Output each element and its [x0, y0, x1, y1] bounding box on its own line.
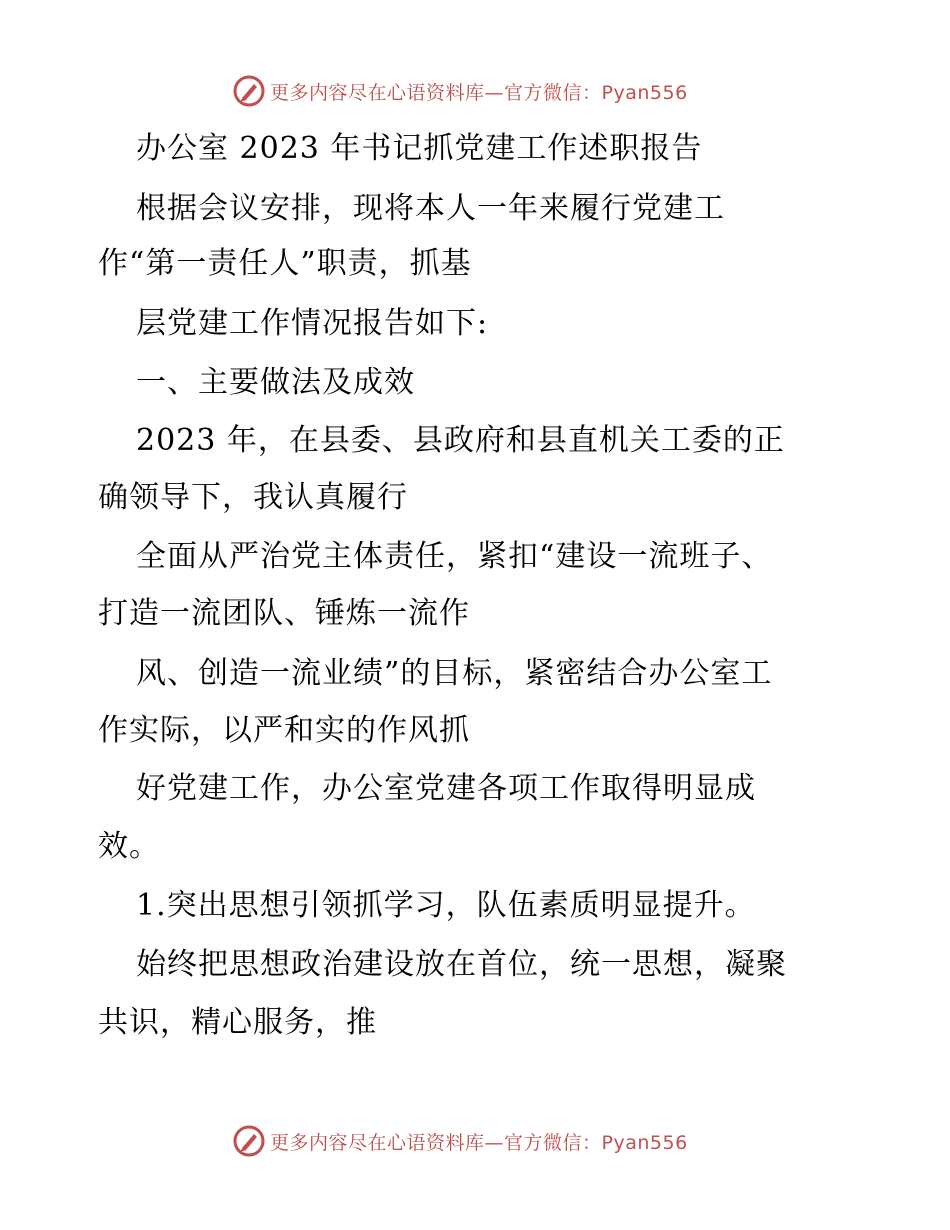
watermark-text: [270, 1128, 688, 1155]
document-title: 办公室 2023 年书记抓党建工作述职报告: [136, 131, 703, 166]
paragraph-line: 根据会议安排，现将本人一年来履行党建工: [136, 191, 725, 226]
paragraph-line: 确领导下，我认真履行: [98, 480, 408, 515]
watermark-dash: —: [484, 1131, 505, 1154]
paragraph-line: 作“第一责任人”职责，抓基: [98, 246, 472, 281]
watermark-contact: 官方微信：Pyan556: [504, 1131, 688, 1154]
ink-pen-logo-icon: [232, 74, 266, 108]
paragraph-line: 共识，精心服务，推: [98, 1005, 377, 1040]
ink-pen-logo-icon: [232, 1124, 266, 1158]
watermark-brand: 更多内容尽在心语资料库: [270, 1131, 485, 1154]
watermark-text: [270, 78, 688, 105]
watermark-brand: 更多内容尽在心语资料库: [270, 81, 485, 104]
paragraph-line: 效。: [98, 829, 160, 864]
subsection-heading: 1.突出思想引领抓学习，队伍素质明显提升。: [136, 888, 756, 923]
watermark-footer: [232, 1124, 688, 1158]
paragraph-line: 打造一流团队、锤炼一流作: [98, 596, 470, 631]
section-heading: 一、主要做法及成效: [136, 365, 415, 400]
paragraph-line: 作实际，以严和实的作风抓: [98, 713, 470, 748]
paragraph-line: 2023 年，在县委、县政府和县直机关工委的正: [136, 423, 785, 458]
watermark-header: [232, 74, 688, 108]
watermark-dash: —: [484, 81, 505, 104]
paragraph-line: 好党建工作，办公室党建各项工作取得明显成: [136, 771, 756, 806]
paragraph-line: 风、创造一流业绩”的目标，紧密结合办公室工: [136, 656, 773, 691]
paragraph-line: 层党建工作情况报告如下:: [136, 306, 489, 341]
paragraph-line: 全面从严治党主体责任，紧扣“建设一流班子、: [136, 539, 773, 574]
watermark-contact: 官方微信：Pyan556: [504, 81, 688, 104]
paragraph-line: 始终把思想政治建设放在首位，统一思想，凝聚: [136, 947, 787, 982]
